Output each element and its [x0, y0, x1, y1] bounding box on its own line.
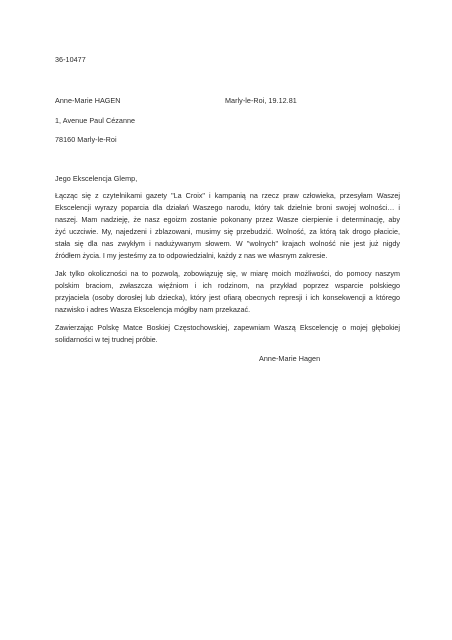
- salutation: Jego Ekscelencja Glemp,: [55, 174, 138, 183]
- paragraph-line: Ekscelencji wyrazy poparcia dla działań Waszego narodu, który tak dzielnie broni swojej wolności… i: [55, 203, 400, 212]
- sender-name: Anne-Marie HAGEN: [55, 96, 121, 105]
- paragraph-line: naszej. Mam nadzieję, że nasz egoizm zostanie pokonany przez Wasze cierpienie i determinację, aby: [55, 215, 400, 224]
- paragraph-line: przyjaciela (osoby dorosłej lub dziecka), który jest ofiarą obecnych represji i ich konsekwencji a którego: [55, 293, 400, 302]
- place-date: Marly-le-Roi, 19.12.81: [225, 96, 297, 105]
- paragraph-line: Jak tylko okoliczności na to pozwolą, zobowiązuję się, w miarę moich możliwości, do pomocy naszym: [55, 269, 400, 278]
- paragraph-1: [55, 190, 400, 262]
- paragraph-line: Zawierzając Polskę Matce Boskiej Częstochowskiej, zapewniam Waszą Ekscelencję o mojej głębokiej: [55, 323, 400, 332]
- paragraph-line: stała się dla nas zwykłym i nadużywanym słowem. W "wolnych" krajach wolność nie jest już nigdy: [55, 239, 400, 248]
- signature-name: Anne-Marie Hagen: [259, 354, 321, 363]
- paragraph-line: żyć uczciwie. My, najedzeni i zblazowani, musimy się przebudzić. Wolność, za którą tak drogo płacicie,: [55, 227, 400, 236]
- paragraph-line: nazwisko i adres Wasza Ekscelencja mógłby nam przekazać.: [55, 305, 251, 314]
- paragraph-line: solidarności w tej trudnej próbie.: [55, 335, 158, 344]
- sender-address-line2: 78160 Marly-le-Roi: [55, 135, 117, 144]
- paragraph-3: [55, 322, 400, 346]
- paragraph-line: polskim braciom, zwłaszcza więźniom i ich rodzinom, na przykład poprzez wsparcie polskiego: [55, 281, 400, 290]
- paragraph-line: źródłem życia. I my jesteśmy za to odpowiedzialni, każdy z nas we własnym zakresie.: [55, 251, 328, 260]
- paragraph-2: [55, 268, 400, 316]
- reference-number: 36-10477: [55, 55, 86, 64]
- paragraph-line: Łącząc się z czytelnikami gazety "La Croix" i kampanią na rzecz praw człowieka, przesyłam Waszej: [55, 191, 400, 200]
- sender-address-line1: 1, Avenue Paul Cézanne: [55, 116, 136, 125]
